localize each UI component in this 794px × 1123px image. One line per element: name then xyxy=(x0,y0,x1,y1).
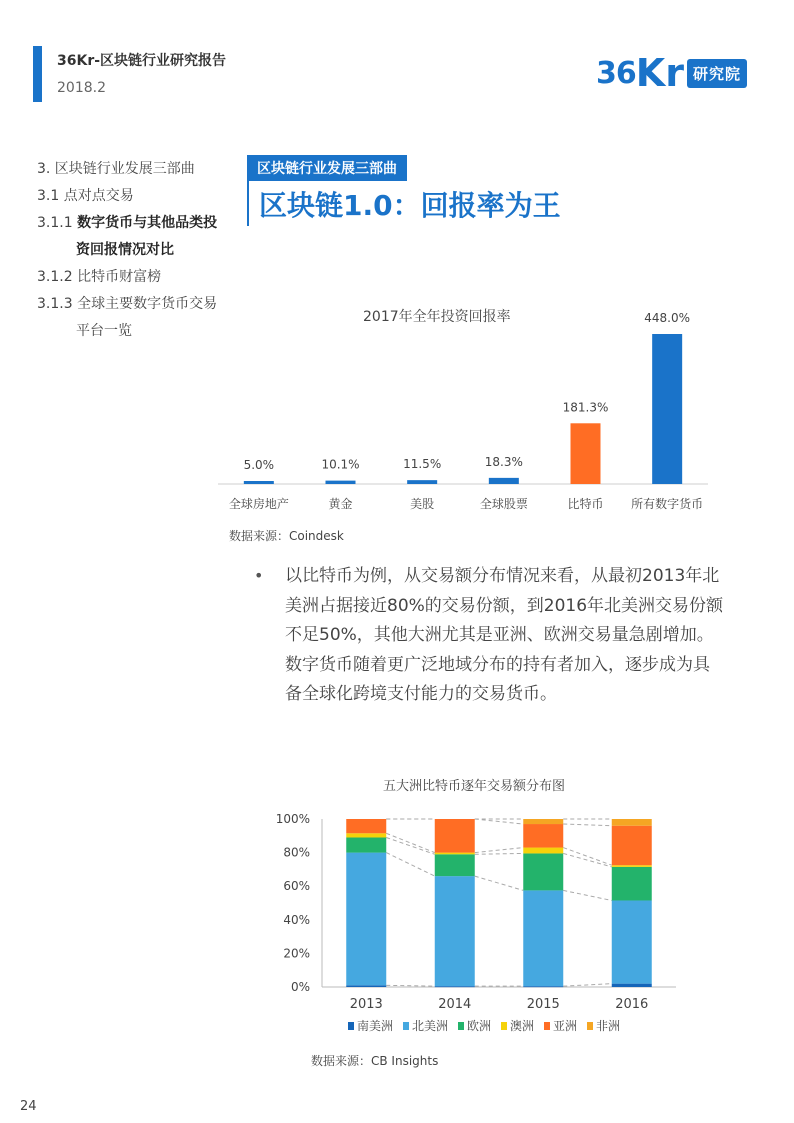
x-tick-label: 2013 xyxy=(349,997,383,1012)
connector-line xyxy=(475,876,524,890)
roi-chart-source: 数据来源：Coindesk xyxy=(229,529,344,543)
connector-line xyxy=(475,853,524,854)
connector-line xyxy=(563,853,612,866)
stack-segment xyxy=(346,837,386,852)
stack-segment xyxy=(346,853,386,986)
logo-institute: 研究院 xyxy=(687,59,747,88)
legend-swatch xyxy=(348,1022,354,1030)
toc-item[interactable]: 3.1.2 比特币财富榜 xyxy=(37,269,162,285)
connector-line xyxy=(563,848,612,866)
bullet-icon: • xyxy=(254,566,264,585)
connector-line xyxy=(386,853,435,877)
x-tick-label: 所有数字货币 xyxy=(631,497,704,511)
stack-segment xyxy=(523,986,563,987)
legend-label: 非洲 xyxy=(596,1019,621,1033)
bar-value-label: 5.0% xyxy=(243,458,275,472)
section-title: 区块链1.0：回报率为王 xyxy=(259,189,561,222)
stack-segment xyxy=(435,819,475,853)
roi-bar-chart xyxy=(0,0,794,560)
bar-value-label: 11.5% xyxy=(403,457,442,472)
connector-line xyxy=(563,890,612,900)
connector-line xyxy=(475,848,524,853)
bar xyxy=(407,480,437,484)
stack-segment xyxy=(612,865,652,867)
report-date: 2018.2 xyxy=(57,80,106,96)
stack-segment xyxy=(523,853,563,890)
connector-line xyxy=(563,824,612,826)
y-tick-label: 20% xyxy=(283,946,310,961)
distribution-chart-title: 五大洲比特币逐年交易额分布图 xyxy=(383,779,566,794)
bar xyxy=(489,478,519,484)
report-title: 36Kr-区块链行业研究报告 xyxy=(57,53,227,69)
bar xyxy=(244,481,274,484)
bar-value-label: 448.0% xyxy=(644,311,691,325)
legend-label: 亚洲 xyxy=(553,1019,578,1033)
x-tick-label: 2014 xyxy=(438,997,472,1012)
stack-segment xyxy=(346,819,386,833)
x-tick-label: 2015 xyxy=(526,997,560,1012)
legend-label: 欧洲 xyxy=(467,1019,492,1033)
page-number: 24 xyxy=(20,1099,37,1114)
stack-segment xyxy=(612,819,652,826)
legend-swatch xyxy=(587,1022,593,1030)
logo-number: 36 xyxy=(596,55,636,91)
roi-chart-title: 2017年全年投资回报率 xyxy=(363,309,511,325)
distribution-chart-source: 数据来源：CB Insights xyxy=(311,1054,439,1068)
stack-segment xyxy=(523,824,563,848)
stack-segment xyxy=(346,833,386,837)
legend-swatch xyxy=(544,1022,550,1030)
connector-line xyxy=(563,984,612,987)
stack-segment xyxy=(523,848,563,854)
bar-value-label: 181.3% xyxy=(562,400,609,415)
legend-label: 澳洲 xyxy=(510,1019,535,1033)
toc-item-current[interactable]: 3.1.1 数字货币与其他品类投 xyxy=(37,215,218,231)
distribution-stacked-chart xyxy=(0,790,794,1045)
x-tick-label: 美股 xyxy=(410,497,435,511)
stack-segment xyxy=(346,985,386,987)
legend-label: 南美洲 xyxy=(357,1019,394,1033)
body-paragraph: 以比特币为例，从交易额分布情况来看，从最初2013年北美洲占据接近80%的交易份额，到2016年北美洲交易份额不足50%，其他大洲尤其是亚洲、欧洲交易量急剧增加。数字货币随着更广泛地域分布的持有者加入，逐步成为具备全球化跨境支付能力的交易货币。 xyxy=(285,566,724,704)
x-tick-label: 黄金 xyxy=(328,497,353,511)
toc-item[interactable]: 3.1.3 全球主要数字货币交易 xyxy=(37,296,218,312)
connector-line xyxy=(475,819,524,824)
connector-line xyxy=(386,985,435,986)
stack-segment xyxy=(435,854,475,876)
toc-item-cont[interactable]: 平台一览 xyxy=(76,323,132,339)
y-tick-label: 80% xyxy=(283,845,310,860)
connector-line xyxy=(386,833,435,852)
x-tick-label: 全球房地产 xyxy=(228,497,289,511)
x-tick-label: 比特币 xyxy=(567,497,604,511)
stack-segment xyxy=(612,900,652,983)
y-tick-label: 100% xyxy=(275,812,310,826)
y-tick-label: 60% xyxy=(283,879,310,894)
legend-label: 北美洲 xyxy=(412,1019,449,1033)
y-tick-label: 0% xyxy=(290,980,310,994)
stack-segment xyxy=(435,876,475,986)
stack-segment xyxy=(435,986,475,987)
logo-kr: Kr xyxy=(635,51,684,95)
legend-swatch xyxy=(458,1022,464,1030)
toc-item-current-cont[interactable]: 资回报情况对比 xyxy=(76,242,174,258)
toc-item[interactable]: 3.1 点对点交易 xyxy=(37,188,134,204)
stack-segment xyxy=(523,819,563,824)
legend-swatch xyxy=(501,1022,507,1030)
bar-value-label: 10.1% xyxy=(321,457,360,472)
stack-segment xyxy=(523,890,563,986)
toc-item[interactable]: 3. 区块链行业发展三部曲 xyxy=(37,161,195,177)
stack-segment xyxy=(435,853,475,855)
stack-segment xyxy=(612,867,652,901)
x-tick-label: 全球股票 xyxy=(479,497,528,511)
connector-line xyxy=(386,837,435,854)
bar xyxy=(326,481,356,484)
stack-segment xyxy=(612,984,652,987)
x-tick-label: 2016 xyxy=(615,997,649,1012)
bar xyxy=(652,334,682,484)
y-tick-label: 40% xyxy=(283,912,310,927)
legend-swatch xyxy=(403,1022,409,1030)
section-tag: 区块链行业发展三部曲 xyxy=(247,155,407,181)
bar-value-label: 18.3% xyxy=(484,454,523,469)
stack-segment xyxy=(612,826,652,865)
bar xyxy=(571,423,601,484)
